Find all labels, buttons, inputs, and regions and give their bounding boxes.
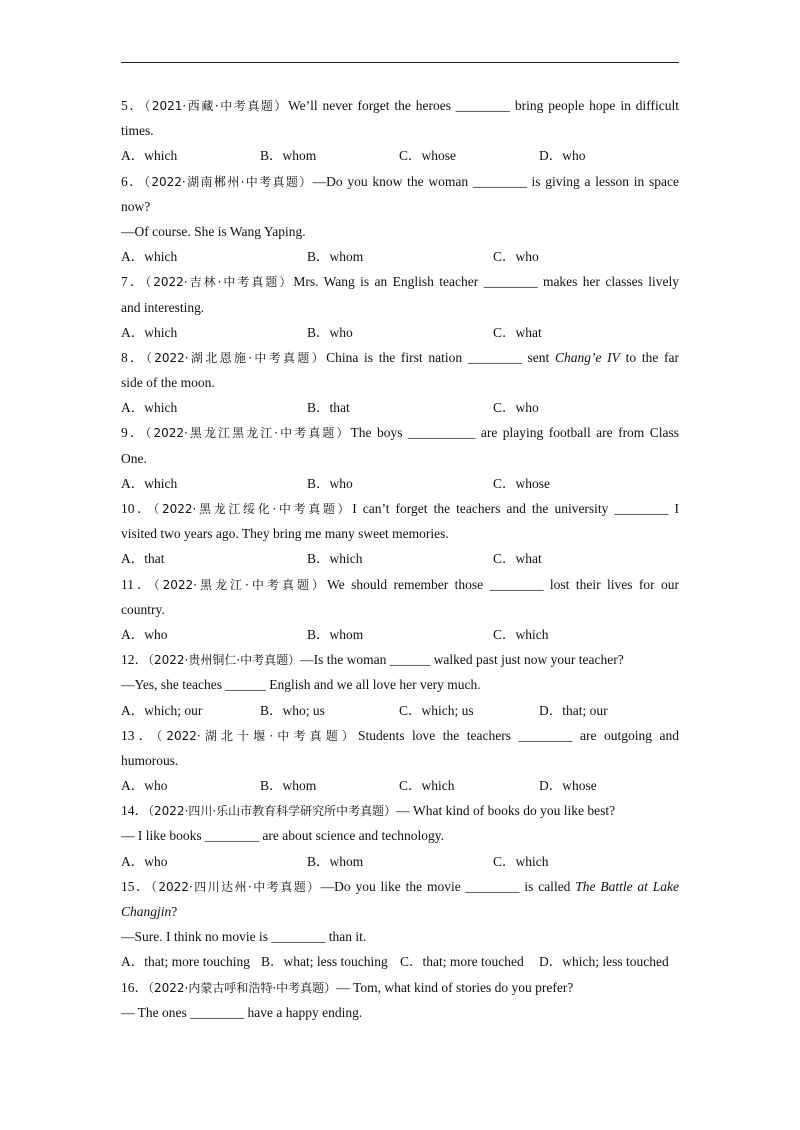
option-a[interactable]: A．who [121,778,168,794]
option-a[interactable]: A．which [121,324,178,340]
option-row [121,143,679,168]
question-stem: to the far [619,349,679,365]
question-number: 7． [121,274,146,290]
option-a[interactable]: A．which [121,400,178,416]
option-b[interactable]: B．that [307,400,350,416]
question-source: （2022·四川达州·中考真题） [150,879,321,894]
option-row [121,320,679,345]
question-stem: —Yes, she teaches ______ English and we all love her very much. [121,677,481,693]
question-stem: —Sure. I think no movie is ________ than it. [121,929,367,945]
question-number: 15． [121,878,151,894]
question-stem: times. [121,123,154,139]
question-stem: —Do you know the woman ________ is giving a lesson in space [312,173,679,189]
question-stem: ? [171,904,178,919]
question-14 [121,798,679,874]
option-d[interactable]: D．that; our [539,702,608,718]
option-row [121,244,679,269]
question-stem: and interesting. [121,299,205,315]
question-stem-italic: Chang’e IV [554,349,620,365]
option-c[interactable]: C．what [493,324,542,340]
option-a[interactable]: A．who [121,626,168,642]
question-16 [121,975,679,1025]
question-source: （2022·贵州铜仁·中考真题） [148,653,301,668]
question-page [121,93,679,1025]
question-stem: We’ll never forget the heroes ________ bring people hope in difficult [287,98,679,113]
question-stem: — I like books ________ are about science and technology. [121,828,445,844]
question-13 [121,723,679,799]
question-11 [121,572,679,648]
question-stem: We should remember those ________ lost their lives for our [327,576,679,592]
question-source: （2022·内蒙古呼和浩特·中考真题） [148,980,337,995]
option-a[interactable]: A．which [121,475,178,491]
question-5 [121,93,679,169]
question-15 [121,874,679,975]
option-b[interactable]: B．which [307,551,363,567]
question-8 [121,345,679,421]
option-a[interactable]: A．which [121,249,178,265]
option-b[interactable]: B．whom [307,853,364,869]
option-c[interactable]: C．what [493,551,542,567]
question-source: （2022·黑龙江绥化·中考真题） [153,502,353,516]
option-d[interactable]: D．whose [539,778,597,794]
question-source: （2022·湖北恩施·中考真题） [145,350,327,365]
question-number: 5． [121,98,145,113]
question-stem: Students love the teachers ________ are outgoing and [358,727,679,743]
option-b[interactable]: B．whom [260,778,317,794]
option-row [121,471,679,496]
question-stem-italic: Changjin [121,904,172,919]
question-stem: — The ones ________ have a happy ending. [121,1004,363,1020]
question-7 [121,269,679,345]
question-source: （2022·黑龙江黑龙江·中考真题） [145,426,351,441]
option-b[interactable]: B．who; us [260,702,325,718]
question-source: （2022·湖南郴州·中考真题） [144,174,313,189]
question-source: （2022·四川·乐山市教育科学研究所中考真题） [148,804,397,819]
option-b[interactable]: B．who [307,475,353,491]
question-stem: country. [121,601,165,617]
question-number: 10． [121,501,154,516]
question-stem: visited two years ago. They bring me many sweet memories. [121,526,449,542]
option-a[interactable]: A．which [121,148,178,164]
question-source: （2022·黑龙江·中考真题） [153,577,328,592]
question-stem: —Of course. She is Wang Yaping. [121,223,306,239]
question-stem: The boys __________ are playing football are from Class [350,425,679,441]
question-stem: humorous. [121,752,179,768]
question-number: 6． [121,173,144,189]
question-9 [121,420,679,496]
question-stem: —Is the woman ______ walked past just now your teacher? [300,652,624,668]
question-stem: Mrs. Wang is an English teacher ________ makes her classes lively [293,274,679,290]
header-rule [121,62,679,63]
option-c[interactable]: C．who [493,400,539,416]
question-12 [121,647,679,723]
question-stem: now? [121,198,151,214]
question-source: （2022·吉林·中考真题） [145,275,294,290]
option-a[interactable]: A．which; our [121,702,203,718]
question-stem: side of the moon. [121,375,215,391]
question-stem: I can’t forget the teachers and the university ________ I [352,501,679,516]
option-b[interactable]: B．what; less touching [261,954,388,970]
option-c[interactable]: C．which [493,853,549,869]
question-6 [121,169,679,270]
option-c[interactable]: C．whose [399,148,456,164]
question-number: 13． [121,727,157,743]
option-b[interactable]: B．whom [307,626,364,642]
option-a[interactable]: A．that [121,551,165,567]
option-row [121,949,679,974]
option-d[interactable]: D．who [539,148,586,164]
question-number: 14． [121,803,148,819]
option-c[interactable]: C．that; more touched [400,954,524,970]
question-stem: —Do you like the movie ________ is called [320,878,576,894]
option-row [121,773,679,798]
option-a[interactable]: A．who [121,853,168,869]
option-row [121,849,679,874]
option-row [121,395,679,420]
question-stem: China is the first nation ________ sent [326,349,555,365]
option-a[interactable]: A．that; more touching [121,954,250,970]
option-c[interactable]: C．which; us [399,702,474,718]
option-row [121,546,679,571]
question-number: 8． [121,349,146,365]
question-number: 12． [121,652,148,668]
option-c[interactable]: C．who [493,249,539,265]
option-row [121,698,679,723]
option-c[interactable]: C．whose [493,475,550,491]
option-c[interactable]: C．which [493,626,549,642]
option-row [121,622,679,647]
question-stem: — Tom, what kind of stories do you prefer? [336,979,574,995]
question-stem: One. [121,450,147,466]
question-stem-italic: The Battle at Lake [575,878,679,894]
question-number: 11． [121,576,154,592]
option-c[interactable]: C．which [399,778,455,794]
option-b[interactable]: B．who [307,324,353,340]
question-stem: — What kind of books do you like best? [396,803,616,819]
question-source: （2022·湖北十堰·中考真题） [156,728,359,743]
question-number: 16． [121,979,148,995]
question-10 [121,496,679,572]
question-source: （2021·西藏·中考真题） [144,99,288,113]
option-b[interactable]: B．whom [260,148,317,164]
option-d[interactable]: D．which; less touched [539,954,669,970]
question-number: 9． [121,425,146,441]
option-b[interactable]: B．whom [307,249,364,265]
